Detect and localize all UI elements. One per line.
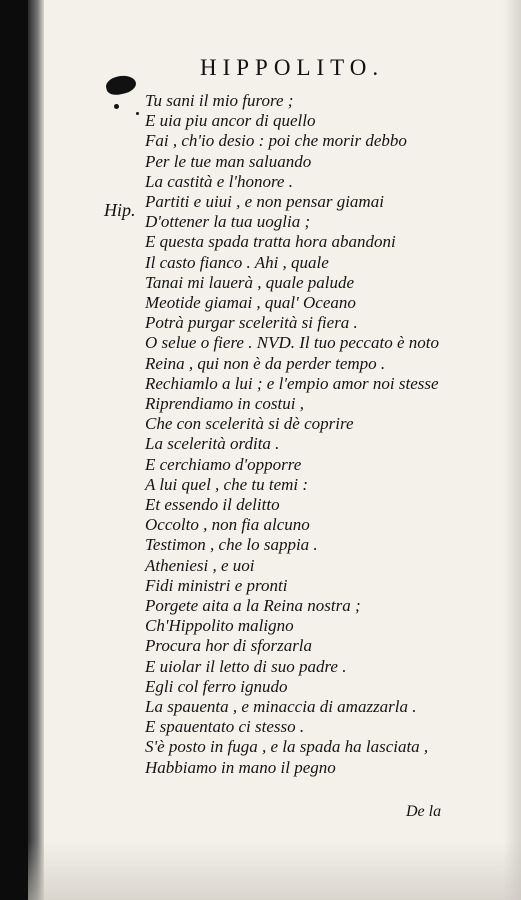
verse-line: Egli col ferro ignudo — [145, 676, 288, 696]
verse-line: Porgete aita a la Reina nostra ; — [145, 596, 361, 615]
verse-line: Partiti e uiui , e non pensar giamai — [145, 192, 384, 211]
verse-line: Per le tue man saluando — [145, 151, 312, 171]
verse-line: Il casto fianco . Ahi , quale — [145, 252, 329, 272]
verse-line: Reina , qui non è da perder tempo . — [145, 353, 386, 373]
running-head: HIPPOLITO. — [200, 55, 385, 80]
verse-line: E spauentato ci stesso . — [145, 717, 305, 737]
verse-line: Fai , ch'io desio : poi che morir debbo — [145, 131, 407, 151]
verse-line: Rechiamlo a lui ; e l'empio amor noi stesse — [145, 373, 439, 393]
verse-line: La castità e l'honore . — [145, 171, 293, 191]
verse-line: O selue o fiere . NVD. Il tuo peccato è noto — [145, 333, 439, 353]
verse-line: Riprendiamo in costui , — [145, 394, 304, 413]
verse-line: Habbiamo in mano il pegno — [145, 757, 336, 777]
verse-line: E questa spada tratta hora abandoni — [145, 232, 396, 252]
page-edge — [503, 0, 521, 900]
verse-line: Ch'Hippolito maligno — [145, 616, 294, 636]
verse-line: La scelerità ordita . — [145, 434, 280, 454]
catchword: De la — [406, 803, 442, 820]
ink-dot — [114, 104, 119, 109]
verse-line: Meotide giamai , qual' Oceano — [145, 293, 356, 312]
verse-line: E uia piu ancor di quello — [145, 111, 316, 131]
verse-line: Potrà purgar scelerità si fiera . — [145, 313, 358, 333]
verse-line: Procura hor di sforzarla — [145, 636, 313, 656]
verse-line: Fidi ministri e pronti — [145, 575, 288, 595]
verse-line: Et essendo il delitto — [145, 495, 280, 514]
verse-line: A lui quel , che tu temi : — [145, 474, 309, 494]
ink-blot — [104, 73, 137, 97]
verse-line: Tanai mi lauerà , quale palude — [145, 272, 355, 292]
verse-line: Occolto , non fia alcuno — [145, 515, 310, 535]
verse-line: La spauenta , e minaccia di amazzarla . — [145, 697, 417, 716]
verse-line: E uiolar il letto di suo padre . — [145, 656, 347, 676]
verse-line: D'ottener la tua uoglia ; — [145, 212, 311, 232]
verse-line: Che con scelerità si dè coprire — [145, 414, 354, 434]
verse-line: Testimon , che lo sappia . — [145, 535, 318, 555]
book-spine-shadow — [28, 0, 44, 900]
book-page — [28, 0, 521, 900]
verse-line: Tu sani il mio furore ; — [145, 91, 294, 110]
page-bottom-shade — [28, 840, 521, 900]
verse-line: S'è posto in fuga , e la spada ha lasciata , — [145, 737, 429, 757]
speaker-label: Hip. — [104, 200, 136, 220]
ink-dot — [136, 112, 139, 115]
verse-line: Atheniesi , e uoi — [145, 555, 255, 575]
verse-line: E cerchiamo d'opporre — [145, 454, 302, 474]
